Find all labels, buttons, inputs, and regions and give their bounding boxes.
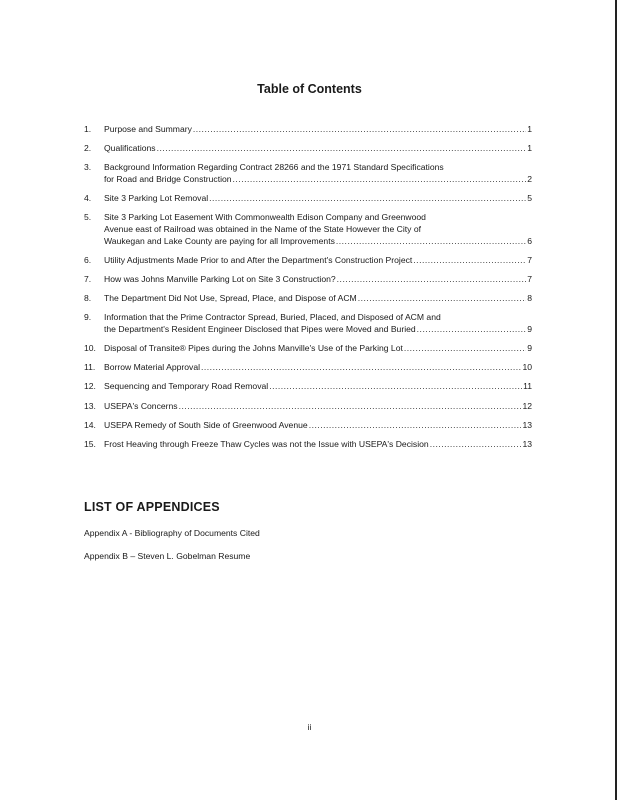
toc-entry-body <box>104 312 532 335</box>
scan-edge-line <box>615 0 617 800</box>
appendix-item-b: Appendix B – Steven L. Gobelman Resume <box>84 551 251 561</box>
toc-page-number: 5 <box>527 193 532 204</box>
toc-dot-leader <box>233 174 527 186</box>
toc-entry-body <box>104 362 532 374</box>
toc-entry-text-line: Qualifications <box>104 143 156 154</box>
toc-entry <box>84 193 532 205</box>
toc-title: Table of Contents <box>257 82 362 96</box>
toc-dot-leader <box>201 362 521 374</box>
toc-entry-text-line: The Department Did Not Use, Spread, Place, and Dispose of ACM <box>104 293 357 304</box>
toc-entry-last-line <box>104 324 532 336</box>
toc-entry <box>84 274 532 286</box>
toc-entry <box>84 362 532 374</box>
toc-entry-number: 1. <box>84 124 92 134</box>
toc-entry-number: 13. <box>84 400 96 411</box>
toc-entry-last-line <box>104 143 532 155</box>
toc-entry-text-line: Avenue east of Railroad was obtained in the Name of the State However the City of <box>104 223 422 234</box>
toc-entry-body <box>104 274 532 286</box>
toc-dot-leader <box>157 143 527 155</box>
appendix-item-a: Appendix A - Bibliography of Documents Cited <box>84 528 260 538</box>
toc-dot-leader <box>430 439 522 451</box>
toc-dot-leader <box>269 381 522 393</box>
toc-page-number: 9 <box>527 343 532 354</box>
toc-entry-text-line: the Department's Resident Engineer Disclosed that Pipes were Moved and Buried <box>104 323 416 334</box>
toc-entry-body <box>104 212 532 247</box>
toc-entry <box>84 293 532 305</box>
toc-entry-number: 10. <box>84 343 96 354</box>
toc-entry-text-line: Disposal of Transite® Pipes during the Johns Manville's Use of the Parking Lot <box>104 343 403 354</box>
toc-entry-number: 2. <box>84 143 92 154</box>
toc-entry-text-line: Site 3 Parking Lot Removal <box>104 193 209 204</box>
toc-entry <box>84 439 532 451</box>
toc-entry <box>84 312 532 335</box>
toc-entry-body <box>104 124 532 136</box>
toc-entry-last-line <box>104 274 532 286</box>
toc-page-number: 11 <box>523 381 532 392</box>
toc-entry-number: 7. <box>84 273 92 284</box>
toc-page-number: 8 <box>527 293 532 304</box>
toc-entry-text-line: Sequencing and Temporary Road Removal <box>104 381 269 392</box>
toc-entry-number: 5. <box>84 212 92 223</box>
toc-entry-text-line: Site 3 Parking Lot Easement With Commonwealth Edison Company and Greenwood <box>104 212 426 223</box>
toc-entry-number: 9. <box>84 312 92 323</box>
toc-page-number: 7 <box>527 254 532 265</box>
toc-entry-last-line <box>104 174 532 186</box>
toc-dot-leader <box>193 124 526 136</box>
toc-entry-text-line: Information that the Prime Contractor Spread, Buried, Placed, and Disposed of ACM and <box>104 312 441 323</box>
toc-entry-last-line <box>104 439 532 451</box>
toc-entry <box>84 255 532 267</box>
toc-entry-text-line: Utility Adjustments Made Prior to and After the Department's Construction Project <box>104 254 413 265</box>
toc-page-number: 7 <box>527 273 532 284</box>
toc-entry-body <box>104 381 532 393</box>
toc-entry-text-line: Borrow Material Approval <box>104 362 201 373</box>
toc-dot-leader <box>179 401 522 413</box>
toc-page-number: 2 <box>527 173 532 184</box>
toc-entry-text-line: USEPA Remedy of South Side of Greenwood Avenue <box>104 419 308 430</box>
toc-entry-number: 11. <box>84 362 96 373</box>
toc-entry <box>84 401 532 413</box>
appendices-heading: LIST OF APPENDICES <box>84 500 220 514</box>
toc-dot-leader <box>309 420 522 432</box>
toc-entry-last-line <box>104 401 532 413</box>
toc-page-number: 1 <box>527 124 532 134</box>
toc-dot-leader <box>358 293 527 305</box>
toc-entry <box>84 212 532 247</box>
toc-entry-text-line: for Road and Bridge Construction <box>104 173 232 184</box>
toc-entry-last-line <box>104 362 532 374</box>
toc-entry <box>84 162 532 185</box>
toc-entry-text-line: How was Johns Manville Parking Lot on Site 3 Construction? <box>104 273 336 284</box>
toc-dot-leader <box>413 255 526 267</box>
toc-entry-number: 12. <box>84 381 96 392</box>
toc-page-number: 9 <box>527 323 532 334</box>
toc-page-number: 1 <box>527 143 532 154</box>
toc-list <box>84 124 532 458</box>
appendices-list <box>84 528 260 574</box>
toc-entry <box>84 143 532 155</box>
toc-entry-number: 15. <box>84 439 96 449</box>
toc-entry <box>84 381 532 393</box>
toc-entry-text-line: Background Information Regarding Contract 28266 and the 1971 Standard Specifications <box>104 162 444 173</box>
toc-entry-last-line <box>104 420 532 432</box>
toc-entry-body <box>104 401 532 413</box>
toc-page-number: 10 <box>522 362 532 373</box>
toc-page-number: 12 <box>522 400 532 411</box>
toc-entry-last-line <box>104 255 532 267</box>
toc-entry-number: 3. <box>84 162 92 173</box>
toc-entry-body <box>104 343 532 355</box>
toc-page-number: 6 <box>527 235 532 246</box>
toc-entry-body <box>104 293 532 305</box>
toc-entry <box>84 124 532 136</box>
toc-dot-leader <box>209 193 526 205</box>
toc-entry-last-line <box>104 293 532 305</box>
toc-entry <box>84 343 532 355</box>
toc-entry <box>84 420 532 432</box>
toc-dot-leader <box>336 236 526 248</box>
toc-entry-text-line: Waukegan and Lake County are paying for all Improvements <box>104 235 335 246</box>
toc-entry-text-line: Frost Heaving through Freeze Thaw Cycles was not the Issue with USEPA's Decision <box>104 439 429 449</box>
toc-dot-leader <box>404 343 526 355</box>
toc-entry-body <box>104 193 532 205</box>
toc-entry-number: 4. <box>84 193 92 204</box>
toc-entry-body <box>104 439 532 451</box>
toc-entry-text-line: USEPA's Concerns <box>104 400 178 411</box>
toc-entry-last-line <box>104 381 532 393</box>
toc-entry-last-line <box>104 236 532 248</box>
toc-entry-last-line <box>104 124 532 136</box>
toc-entry-body <box>104 162 532 185</box>
toc-dot-leader <box>337 274 527 286</box>
toc-entry-body <box>104 143 532 155</box>
toc-entry-last-line <box>104 193 532 205</box>
toc-entry-body <box>104 420 532 432</box>
toc-entry-body <box>104 255 532 267</box>
toc-page-number: 13 <box>522 419 532 430</box>
page-number: ii <box>307 722 312 732</box>
toc-entry-number: 6. <box>84 254 92 265</box>
toc-dot-leader <box>417 324 527 336</box>
toc-entry-number: 8. <box>84 293 92 304</box>
toc-entry-last-line <box>104 343 532 355</box>
toc-page-number: 13 <box>522 439 532 449</box>
toc-entry-text-line: Purpose and Summary <box>104 124 192 134</box>
toc-entry-number: 14. <box>84 419 96 430</box>
